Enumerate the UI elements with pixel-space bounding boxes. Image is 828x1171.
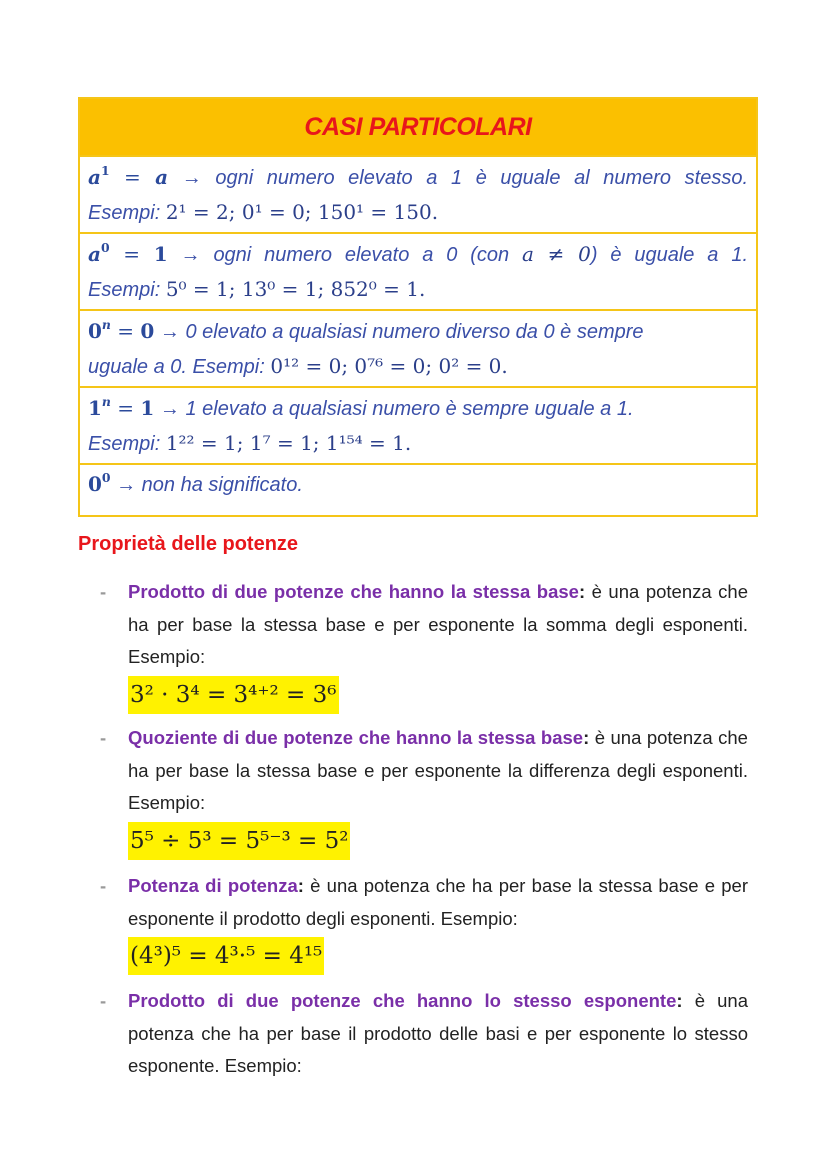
arrow-icon: → (159, 398, 180, 420)
property-text: Prodotto di due potenze che hanno la stessa base: è una potenza che ha per base la stessa base e per esponente la somma degli esponenti. Esempio: (128, 581, 748, 667)
case-description-pre: ogni numero elevato a 0 (con (213, 244, 523, 266)
properties-title: Proprietà delle potenze (78, 533, 299, 555)
case-row-power-one (80, 155, 756, 232)
bullet-dash: - (100, 581, 107, 602)
property-item-product-same-base (100, 576, 748, 714)
property-text: Potenza di potenza: è una potenza che ha per base la stessa base e per esponente il prodotto degli esponenti. Esempio: (128, 875, 748, 929)
case-formula: $a^1 = a$ (88, 163, 169, 189)
property-name: Prodotto di due potenze che hanno lo stesso esponente (128, 990, 677, 1011)
property-item-product-same-exponent (100, 985, 748, 1083)
case-examples-line (88, 349, 748, 384)
case-formula: $0^n = 0$ (88, 317, 155, 343)
case-rule-line (88, 467, 748, 502)
case-rule-line (88, 391, 748, 426)
case-examples: 2¹ = 2; 0¹ = 0; 150¹ = 150. (165, 200, 439, 224)
property-description: è una potenza che ha per base la stessa base e per esponente la somma degli esponenti. Esempio: (128, 581, 748, 667)
case-description: 1 elevato a qualsiasi numero è sempre uguale a 1. (185, 398, 634, 420)
case-examples-line (88, 272, 748, 307)
examples-label: Esempi: (88, 202, 161, 224)
examples-label: Esempi: (88, 433, 161, 455)
case-row-one-base (80, 386, 756, 463)
case-description: 0 elevato a qualsiasi numero diverso da 0 è sempre (185, 321, 644, 343)
property-description: è una potenza che ha per base il prodotto delle basi e per esponente lo stesso esponente. Esempio: (128, 990, 748, 1076)
case-description-cont: uguale a 0. (88, 356, 187, 378)
case-description: ogni numero elevato a 1 è uguale al numero stesso. (215, 167, 749, 189)
case-formula: $0^0$ (88, 470, 111, 496)
case-row-zero-base (80, 309, 756, 386)
property-item-power-of-power (100, 870, 748, 975)
case-rule-line (88, 314, 748, 349)
property-name: Quoziente di due potenze che hanno la stessa base (128, 727, 584, 748)
property-item-quotient-same-base (100, 722, 748, 860)
special-cases-title: CASI PARTICOLARI (304, 112, 532, 141)
arrow-icon: → (180, 244, 201, 266)
bullet-dash: - (100, 727, 107, 748)
property-name: Prodotto di due potenze che hanno la stessa base (128, 581, 579, 602)
property-example: 3² · 3⁴ = 3⁴⁺² = 3⁶ (128, 676, 339, 714)
case-rule-line (88, 237, 748, 272)
case-examples: 1²² = 1; 1⁷ = 1; 1¹⁵⁴ = 1. (165, 431, 412, 455)
case-examples: 0¹² = 0; 0⁷⁶ = 0; 0² = 0. (270, 354, 508, 378)
property-example: 5⁵ ÷ 5³ = 5⁵⁻³ = 5² (128, 822, 350, 860)
case-description: non ha significato. (141, 474, 303, 496)
bullet-dash: - (100, 875, 107, 896)
examples-label: Esempi: (88, 279, 161, 301)
special-cases-header (80, 99, 756, 155)
property-text: Quoziente di due potenze che hanno la stessa base: è una potenza che ha per base la stessa base e per esponente la differenza degli esponenti. Esempio: (128, 727, 748, 813)
case-row-power-zero (80, 232, 756, 309)
case-formula: $1^n = 1$ (88, 394, 155, 420)
case-examples: 5⁰ = 1; 13⁰ = 1; 852⁰ = 1. (165, 277, 426, 301)
case-examples-line (88, 195, 748, 230)
case-rule-line (88, 160, 748, 195)
examples-label: Esempi: (192, 356, 265, 378)
case-description-math: a ≠ 0 (522, 242, 591, 266)
property-example: (4³)⁵ = 4³·⁵ = 4¹⁵ (128, 937, 324, 975)
arrow-icon: → (116, 474, 137, 496)
property-description: è una potenza che ha per base la stessa base e per esponente la differenza degli esponenti. Esempio: (128, 727, 748, 813)
property-text: Prodotto di due potenze che hanno lo stesso esponente: è una potenza che ha per base il prodotto delle basi e per esponente lo stesso esponente. Esempio: (128, 990, 748, 1076)
case-examples-line (88, 426, 748, 461)
arrow-icon: → (159, 321, 180, 343)
case-row-zero-zero (80, 463, 756, 515)
special-cases-table (78, 97, 758, 517)
bullet-dash: - (100, 990, 107, 1011)
property-name: Potenza di potenza (128, 875, 298, 896)
arrow-icon: → (181, 167, 202, 189)
property-description: è una potenza che ha per base la stessa base e per esponente il prodotto degli esponenti. Esempio: (128, 875, 748, 929)
case-description-post: ) è uguale a 1. (590, 244, 748, 266)
case-formula: $a^0 = 1$ (88, 240, 168, 266)
